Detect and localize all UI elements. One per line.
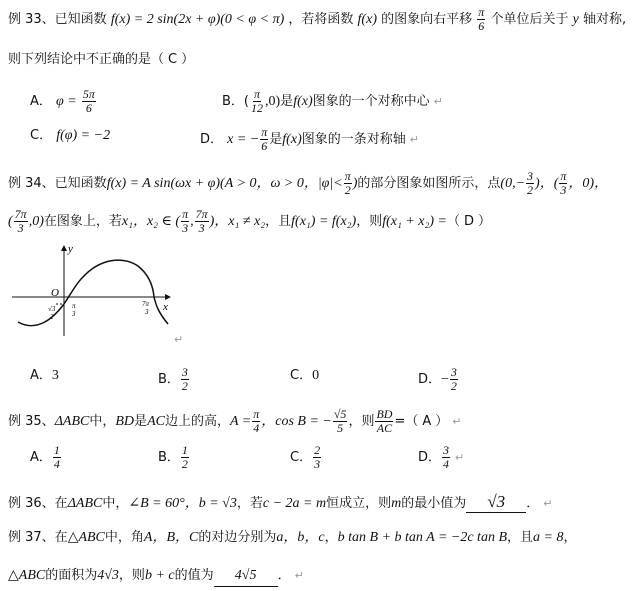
q37-eq: b tan B + b tan A = −2c tan B (337, 530, 507, 545)
q34-cond3-post: ) (352, 176, 358, 191)
q34-pt1-post: ) (535, 176, 540, 191)
q34-x1: x₁ (121, 214, 133, 229)
q34-x2-pre: ，x₂ ∈ ( (132, 214, 181, 229)
q35-option-b (158, 444, 190, 471)
q34-pt3-pre: ( (8, 214, 13, 229)
q34-cond: f(x₁) = f(x₂) (291, 214, 357, 229)
q34-interval-b: $\frac{7\pi}{3}$ (195, 207, 208, 235)
q34-option-b (158, 366, 190, 393)
q35-t2: 是 (134, 414, 148, 429)
q36-stem (8, 492, 552, 514)
q34-q-pre: ，则 (356, 214, 383, 229)
q37-label: 例 37、在 (8, 530, 68, 545)
y-tick-num: √3 (48, 305, 56, 313)
q33-stem (8, 6, 626, 33)
q33-text-3: 个单位后关于 (490, 12, 569, 27)
q35-option-d (418, 444, 464, 471)
q33-text: ，若将函数 (288, 12, 354, 27)
q34-on-graph: 在图象上，若 (43, 214, 122, 229)
q34-cond-pre: ，且 (265, 214, 292, 229)
q37-stem-2 (8, 566, 304, 587)
q35-triangle: ΔABC (54, 414, 90, 429)
q33-text-4: 轴对称, (582, 12, 627, 27)
q33-option-b-fraction: $\frac{\pi}{12}$ (251, 87, 263, 115)
q36-t2: ，若 (236, 496, 263, 511)
q34-cond3-fraction: $\frac{\pi}{2}$ (344, 169, 351, 197)
q33-option-b-rest: ,0) (265, 94, 281, 109)
q37-bc: b + c (144, 568, 175, 583)
q37-t1: 中，角 (104, 530, 144, 545)
q34-option-d (418, 366, 459, 393)
return-mark-icon: ↵ (174, 333, 184, 346)
return-mark-icon: ↵ (455, 451, 465, 464)
q35-answer: A (422, 414, 432, 429)
x-tick-1-num: π (72, 302, 76, 310)
q36-b: ，b = √3 (184, 496, 237, 511)
q37-triangle: △ABC (67, 530, 105, 545)
q33-option-a-label: A． (30, 94, 52, 109)
q34-cond2: ，ω > 0 (256, 176, 304, 191)
q35-option-a-label: A． (30, 450, 52, 465)
q35-option-b-fraction: $\frac{1}{2}$ (181, 443, 188, 471)
q34-pt1-pre: (0,− (500, 176, 526, 191)
q36-t4: 的最小值为 (401, 496, 467, 511)
x-axis-label: x (163, 301, 168, 313)
q34-sine-graph (8, 240, 178, 340)
q35-option-c-fraction: $\frac{2}{3}$ (314, 443, 321, 471)
q34-option-a-value: 3 (51, 368, 59, 383)
q35-option-a (30, 444, 62, 471)
q34-answer: D (464, 214, 475, 229)
return-mark-icon: ↵ (433, 95, 443, 108)
q34-stem (8, 170, 608, 197)
q35-stem (8, 408, 462, 435)
q37-area: 4√3 (97, 568, 119, 583)
q34-option-d-fraction: $\frac{3}{2}$ (450, 365, 457, 393)
q34-option-d-label: D． (418, 372, 442, 387)
q34-pt2-post: ，0)， (568, 176, 609, 191)
q34-pt2-pre: ，( (539, 176, 559, 191)
q33-fx: f(x) (357, 12, 377, 27)
q37-t2: 的对边分别为 (198, 530, 277, 545)
q37-t6: 的面积为 (45, 568, 98, 583)
q33-axis: y (572, 12, 579, 27)
q33-function: f(x) = 2 sin(2x + φ)(0 < φ < π) (110, 12, 285, 27)
q33-option-d-pre: 是 (269, 132, 283, 147)
q33-label: 例 33、已知函数 (8, 12, 107, 27)
q34-option-b-fraction: $\frac{3}{2}$ (181, 365, 188, 393)
return-mark-icon: ↵ (409, 133, 419, 146)
q34-pt3-fraction: $\frac{7\pi}{3}$ (14, 207, 27, 235)
q33-prompt-text: 则下列结论中不正确的是（ (8, 52, 165, 67)
q34-function: f(x) = A sin(ωx + φ)(A > 0 (106, 176, 257, 191)
q33-option-d-fx: f(x) (282, 132, 302, 147)
return-mark-icon: ↵ (452, 415, 462, 428)
q37-t5: ， (563, 530, 577, 545)
q33-option-b-fx: f(x) (293, 94, 313, 109)
x-tick-2-den: 3 (145, 308, 149, 316)
q35-ac: AC (147, 414, 165, 429)
q34-question: f(x₁ + x₂) = (382, 214, 447, 229)
q34-interval-a: $\frac{\pi}{3}$ (182, 207, 189, 235)
q36-answer-blank: √3 (466, 492, 526, 513)
q33-option-d (200, 126, 419, 153)
q34-option-d-sign: − (441, 372, 449, 387)
q35-q-pre: ，则 (348, 414, 375, 429)
q33-prompt (8, 50, 194, 70)
q33-option-b-text: 图象的一个对称中心 (312, 94, 430, 109)
q36-m: m (391, 496, 402, 511)
q35-option-d-fraction: $\frac{3}{4}$ (443, 443, 450, 471)
q36-triangle: ΔABC (67, 496, 103, 511)
q36-eq: c − 2a = m (262, 496, 327, 511)
origin-label: O (51, 287, 59, 299)
q33-text-2: 的图象向右平移 (381, 12, 473, 27)
q35-question-fraction: $\frac{BD}{AC}$ (376, 407, 393, 435)
q33-option-d-fraction: $\frac{\pi}{6}$ (261, 125, 268, 153)
q35-option-c-label: C． (290, 450, 313, 465)
y-axis-label: y (68, 243, 73, 255)
q33-option-d-lhs: x = − (227, 132, 260, 147)
q35-cos-fraction: $\frac{√5}{5}$ (333, 407, 347, 435)
q34-label: 例 34、已知函数 (8, 176, 107, 191)
q37-stem (8, 528, 576, 548)
x-tick-1-den: 3 (72, 310, 76, 318)
q36-t1: 中， (102, 496, 129, 511)
q35-option-a-fraction: $\frac{1}{4}$ (53, 443, 60, 471)
q37-sides: a，b，c (276, 530, 325, 545)
q34-stem-2: ( $\frac{7\pi}{3}$ ,0)在图象上，若x₁，x₂ ∈ ( $\frac{\pi}{3}$ , $\frac{7\pi}{3}$ )，x₁ ≠ x₂，且f(x₁) = f(x₂)，则f(x₁ + x₂) =（ D ） (8, 207, 492, 235)
q33-answer: C (168, 52, 178, 67)
q37-t4: ，且 (507, 530, 534, 545)
q34-open: （ (447, 214, 461, 229)
q33-option-c (30, 126, 110, 146)
q35-a-eq: A = (229, 414, 252, 429)
q35-a-fraction: $\frac{\pi}{4}$ (253, 407, 260, 435)
q35-option-d-label: D． (418, 450, 442, 465)
q37-t8: 的值为 (174, 568, 214, 583)
q37-angles: A，B，C (143, 530, 199, 545)
q33-option-d-text: 图象的一条对称轴 (301, 132, 406, 147)
q33-option-b-label: B．( (222, 94, 249, 109)
q35-close: ） (435, 414, 449, 429)
q34-int-post: ) (209, 214, 215, 229)
q36-end: ． (526, 496, 540, 511)
q33-option-a-fraction: $\frac{5\pi}{6}$ (82, 87, 95, 115)
q33-option-b (222, 88, 443, 115)
q35-option-c (290, 444, 322, 471)
q34-option-a (30, 366, 59, 386)
q34-pt1-fraction: $\frac{3}{2}$ (527, 169, 534, 197)
q35-t1: 中， (89, 414, 116, 429)
q37-answer-blank: 4√5 (214, 566, 278, 587)
q34-option-c (290, 366, 319, 386)
q35-q-eq: =（ (394, 414, 419, 429)
q35-label: 例 35、 (8, 414, 55, 429)
q37-a8: a = 8 (533, 530, 564, 545)
q35-t3: 边上的高， (164, 414, 230, 429)
q33-option-b-pre: 是 (280, 94, 294, 109)
q33-option-d-label: D． (200, 132, 224, 147)
q34-graph-text: 的部分图象如图所示，点 (357, 176, 501, 191)
q37-triangle-2: △ABC (8, 568, 46, 583)
q34-option-b-label: B． (158, 372, 180, 387)
q35-bd: BD (115, 414, 135, 429)
q34-option-a-label: A． (30, 368, 52, 383)
q37-t3: ， (324, 530, 338, 545)
q36-angle: ∠B = 60° (128, 496, 185, 511)
q34-cond3-pre: ，|φ|< (303, 176, 343, 191)
q33-option-c-value: f(φ) = −2 (56, 128, 111, 143)
q33-option-a (30, 88, 97, 115)
x-tick-2-num: 7π (142, 300, 150, 308)
q33-option-c-label: C． (30, 128, 53, 143)
q37-t7: ，则 (118, 568, 145, 583)
q33-shift-fraction: $\frac{\pi}{6}$ (478, 5, 485, 33)
q33-close: ） (181, 52, 195, 67)
q34-option-c-label: C． (290, 368, 313, 383)
q34-option-c-value: 0 (312, 368, 320, 383)
q35-option-b-label: B． (158, 450, 180, 465)
q36-t3: 恒成立，则 (326, 496, 392, 511)
q34-pt2-fraction: $\frac{\pi}{3}$ (560, 169, 567, 197)
q34-pt3-post: ,0) (28, 214, 44, 229)
q37-end: ． (277, 568, 291, 583)
q34-neq: ，x₁ ≠ x₂ (214, 214, 266, 229)
return-mark-icon: ↵ (543, 497, 553, 510)
q36-label: 例 36、在 (8, 496, 68, 511)
q33-option-a-lhs: φ = (56, 94, 77, 109)
q35-cos-pre: ，cos B = − (261, 414, 332, 429)
q34-close: ） (478, 214, 492, 229)
return-mark-icon: ↵ (294, 569, 304, 582)
y-tick-den: 2 (50, 313, 54, 321)
